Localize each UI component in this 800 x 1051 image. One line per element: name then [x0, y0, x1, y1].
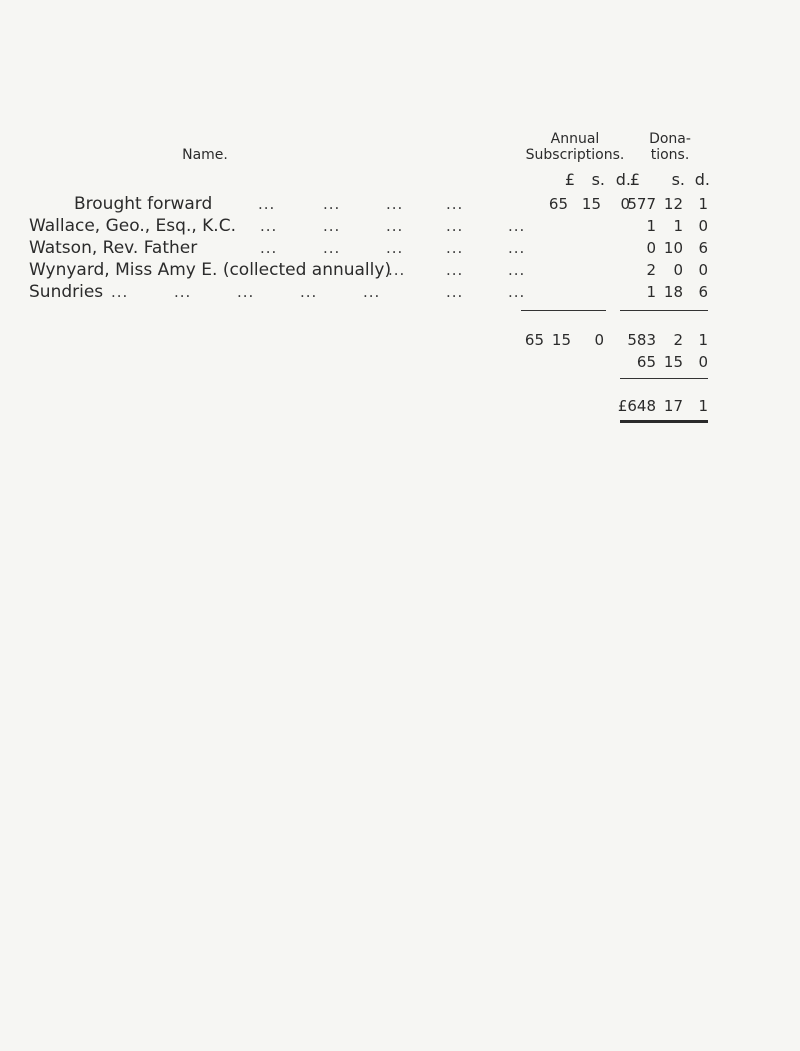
subtotal-annual-shillings: 15 — [551, 331, 571, 349]
donation-pounds: 1 — [646, 283, 656, 301]
leader-dots: ... — [446, 217, 464, 235]
donation-shillings: 10 — [663, 239, 683, 257]
leader-dots: ... — [508, 283, 526, 301]
header-donations-line2: tions. — [650, 147, 690, 163]
donation-pence: 0 — [698, 261, 708, 279]
leader-dots: ... — [260, 239, 278, 257]
donation-pounds: 1 — [646, 217, 656, 235]
donation-shillings: 0 — [673, 261, 683, 279]
donation-shillings: 18 — [663, 283, 683, 301]
grand-total-double-rule — [620, 420, 708, 423]
leader-dots: ... — [508, 239, 526, 257]
donation-pounds: 0 — [646, 239, 656, 257]
leader-dots: ... — [446, 239, 464, 257]
row-name-sundries: Sundries — [29, 282, 104, 302]
subtotal-rule-annual — [521, 310, 606, 311]
donation-pence: 6 — [698, 239, 708, 257]
header-annual-line2: Subscriptions. — [525, 147, 625, 163]
annual-pounds: 65 — [548, 195, 568, 213]
leader-dots: ... — [237, 283, 255, 301]
leader-dots: ... — [363, 283, 381, 301]
donation-pounds: 577 — [627, 195, 656, 213]
donation-pence: 0 — [698, 217, 708, 235]
row-name-watson: Watson, Rev. Father — [29, 238, 198, 258]
leader-dots: ... — [323, 195, 341, 213]
donation-pence: 6 — [698, 283, 708, 301]
subtotal-annual-pence: 0 — [594, 331, 604, 349]
carried-donation-pence: 0 — [698, 353, 708, 371]
annual-pence: 0 — [620, 195, 630, 213]
leader-dots: ... — [508, 261, 526, 279]
leader-dots: ... — [388, 261, 406, 279]
leader-dots: ... — [446, 283, 464, 301]
grand-total-pence: 1 — [698, 397, 708, 415]
donation-shillings: 1 — [673, 217, 683, 235]
subtotal-annual-pounds: 65 — [524, 331, 544, 349]
header-name: Name. — [182, 147, 228, 163]
subtotal-rule-donations — [620, 310, 708, 311]
leader-dots: ... — [258, 195, 276, 213]
leader-dots: ... — [508, 217, 526, 235]
subtotal-donation-pence: 1 — [698, 331, 708, 349]
leader-dots: ... — [386, 195, 404, 213]
leader-dots: ... — [111, 283, 129, 301]
unit-donations-pence: d. — [694, 170, 710, 189]
carried-donation-shillings: 15 — [663, 353, 683, 371]
donation-pence: 1 — [698, 195, 708, 213]
leader-dots: ... — [386, 239, 404, 257]
carried-donation-pounds: 65 — [636, 353, 656, 371]
annual-shillings: 15 — [581, 195, 601, 213]
subtotal-donation-shillings: 2 — [673, 331, 683, 349]
row-name-wynyard: Wynyard, Miss Amy E. (collected annually) — [29, 260, 392, 280]
grand-total-shillings: 17 — [663, 397, 683, 415]
donation-pounds: 2 — [646, 261, 656, 279]
leader-dots: ... — [446, 195, 464, 213]
leader-dots: ... — [323, 239, 341, 257]
leader-dots: ... — [174, 283, 192, 301]
leader-dots: ... — [260, 217, 278, 235]
leader-dots: ... — [323, 217, 341, 235]
unit-donations-pounds: £ — [629, 170, 640, 189]
header-donations-line1: Dona- — [649, 131, 691, 147]
leader-dots: ... — [386, 217, 404, 235]
grand-total-pounds: £648 — [617, 397, 656, 415]
total-rule — [620, 378, 708, 379]
leader-dots: ... — [446, 261, 464, 279]
row-name-brought-forward: Brought forward — [74, 194, 213, 214]
row-name-wallace: Wallace, Geo., Esq., K.C. — [29, 216, 236, 236]
unit-annual-shillings: s. — [591, 170, 605, 189]
subtotal-donation-pounds: 583 — [627, 331, 656, 349]
donation-shillings: 12 — [663, 195, 683, 213]
unit-donations-shillings: s. — [671, 170, 685, 189]
header-annual-line1: Annual — [550, 131, 600, 147]
unit-annual-pounds: £ — [564, 170, 575, 189]
leader-dots: ... — [300, 283, 318, 301]
unit-annual-pence: d. — [615, 170, 631, 189]
